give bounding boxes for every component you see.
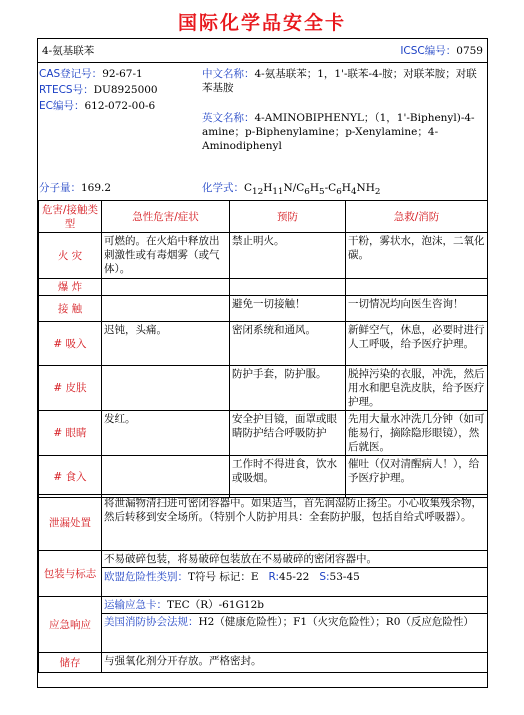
safety-card <box>37 38 488 688</box>
table-row <box>39 456 488 498</box>
nfpa-label: 美国消防协会法规： <box>104 616 199 628</box>
card-title: 国际化学品安全卡 <box>177 12 346 34</box>
packaging-line: 不易破碎包装，将易破碎包装放在不易破碎的密闭容器中。 <box>102 552 487 568</box>
chinese-name-label: 中文名称： <box>202 68 255 80</box>
hazard-type: 爆 炸 <box>39 279 102 296</box>
icsc-label: ICSC编号： <box>400 45 457 57</box>
hazard-first-aid: 脱掉污染的衣服，冲洗，然后用水和肥皂洗皮肤，给予医疗护理。 <box>346 366 488 411</box>
cas-line <box>39 67 143 81</box>
table-row <box>39 411 488 456</box>
hazard-symptom <box>102 279 230 296</box>
hazard-type: 接 触 <box>39 296 102 322</box>
col-header-first-aid: 急救/消防 <box>346 201 488 233</box>
rtecs-label: RTECS号： <box>39 84 94 96</box>
hazard-prevention <box>230 279 346 296</box>
hazard-prevention: 避免一切接触！ <box>230 296 346 322</box>
hazard-symptom <box>102 456 230 498</box>
hazard-first-aid <box>346 279 488 296</box>
english-name-label: 英文名称： <box>202 112 255 124</box>
table-row <box>39 366 488 411</box>
col-header-prevention: 预防 <box>230 201 346 233</box>
molecular-weight-value: 169.2 <box>81 182 112 194</box>
identification-block <box>38 63 487 201</box>
hazard-symptom: 迟钝，头痛。 <box>102 322 230 366</box>
hazard-symptom <box>102 366 230 411</box>
cas-value: 92-67-1 <box>102 68 143 80</box>
table-row <box>39 296 488 322</box>
formula-line <box>202 181 380 199</box>
emergency-row <box>39 597 488 653</box>
hazard-type: 火 灾 <box>39 233 102 279</box>
hazard-first-aid: 先用大量水冲洗几分钟（如可能易行，摘除隐形眼镜），然后就医。 <box>346 411 488 456</box>
packaging-row <box>39 551 488 597</box>
handling-table <box>38 494 488 673</box>
packaging-label: 包装与标志 <box>39 551 102 597</box>
spill-label: 泄漏处置 <box>39 495 102 551</box>
header-row <box>38 39 487 63</box>
rtecs-value: DU8925000 <box>93 84 158 96</box>
english-name-block <box>202 111 484 153</box>
table-row <box>39 322 488 366</box>
molecular-weight-line <box>39 181 111 195</box>
ec-label: EC编号： <box>39 100 85 112</box>
hazard-symptom: 发红。 <box>102 411 230 456</box>
col-header-symptom: 急性危害/症状 <box>102 201 230 233</box>
packaging-content <box>102 551 488 597</box>
hazard-prevention: 安全护目镜，面罩或眼睛防护结合呼吸防护 <box>230 411 346 456</box>
hazard-prevention: 工作时不得进食，饮水或吸烟。 <box>230 456 346 498</box>
spill-row <box>39 495 488 551</box>
nfpa-line <box>104 614 485 629</box>
hazard-type: # 皮肤 <box>39 366 102 411</box>
chemical-name: 4-氨基联苯 <box>42 45 95 57</box>
hazard-type: # 吸入 <box>39 322 102 366</box>
r-label: R: <box>268 571 280 583</box>
r-value: 45-22 <box>279 571 310 583</box>
rtecs-line <box>39 83 158 97</box>
hazard-prevention: 禁止明火。 <box>230 233 346 279</box>
hazard-prevention: 防护手套，防护服。 <box>230 366 346 411</box>
icsc-number <box>400 44 483 58</box>
ec-line <box>39 99 155 113</box>
formula-label: 化学式： <box>202 182 244 194</box>
hazard-symptom: 可燃的。在火焰中释放出刺激性或有毒烟雾（或气体）。 <box>102 233 230 279</box>
hazard-first-aid: 催吐（仅对清醒病人！），给予医疗护理。 <box>346 456 488 498</box>
cas-label: CAS登记号： <box>39 68 103 80</box>
hazard-prevention: 密闭系统和通风。 <box>230 322 346 366</box>
icsc-value: 0759 <box>456 45 483 57</box>
s-label: S: <box>319 571 330 583</box>
hazard-first-aid: 新鲜空气，休息，必要时进行人工呼吸，给予医疗护理。 <box>346 322 488 366</box>
nfpa-value: H2（健康危险性）；F1（火灾危险性）；R0（反应危险性） <box>198 616 474 628</box>
hazard-table-header <box>39 201 488 233</box>
s-value: 53-45 <box>329 571 360 583</box>
emergency-content <box>102 597 488 653</box>
eu-class-value: T符号 标记：E <box>188 571 259 583</box>
ec-value: 612-072-00-6 <box>84 100 156 112</box>
hazard-first-aid: 干粉，雾状水，泡沫，二氧化碳。 <box>346 233 488 279</box>
storage-text: 与强氧化剂分开存放。严格密封。 <box>102 653 488 673</box>
storage-label: 储存 <box>39 653 102 673</box>
hazard-type: # 眼睛 <box>39 411 102 456</box>
molecular-weight-label: 分子量： <box>39 182 81 194</box>
table-row <box>39 279 488 296</box>
chinese-name-block <box>202 67 484 95</box>
eu-classification-line <box>104 568 485 584</box>
hazard-symptom <box>102 296 230 322</box>
transport-card-line <box>102 598 487 614</box>
hazard-first-aid: 一切情况均向医生咨询！ <box>346 296 488 322</box>
spill-text: 将泄漏物清扫进可密闭容器中。如果适当，首先润湿防止扬尘。小心收集残余物，然后转移到安全场所。（特别个人防护用具：全套防护服，包括自给式呼吸器）。 <box>102 495 488 551</box>
emergency-label: 应急响应 <box>39 597 102 653</box>
table-row <box>39 233 488 279</box>
formula-value: $C_{12}H_{11}N/C_6H_5-C_6H_4NH_2$ <box>244 182 381 198</box>
storage-row <box>39 653 488 673</box>
hazard-table <box>38 200 488 498</box>
hazard-type: # 食入 <box>39 456 102 498</box>
chinese-name-value: 4-氨基联苯；1，1'-联苯-4-胺；对联苯胺；对联苯基胺 <box>202 68 477 94</box>
col-header-type: 危害/接触类型 <box>39 201 102 233</box>
eu-class-label: 欧盟危险性类别： <box>104 571 188 583</box>
english-name-value: 4-AMINOBIPHENYL；（1，1'-Biphenyl)-4-amine；p-Biphenylamine；p-Xenylamine；4-Aminodiphenyl <box>202 112 475 152</box>
transport-card-label: 运输应急卡： <box>104 599 167 611</box>
transport-card-value: TEC（R）-61G12b <box>167 599 264 611</box>
